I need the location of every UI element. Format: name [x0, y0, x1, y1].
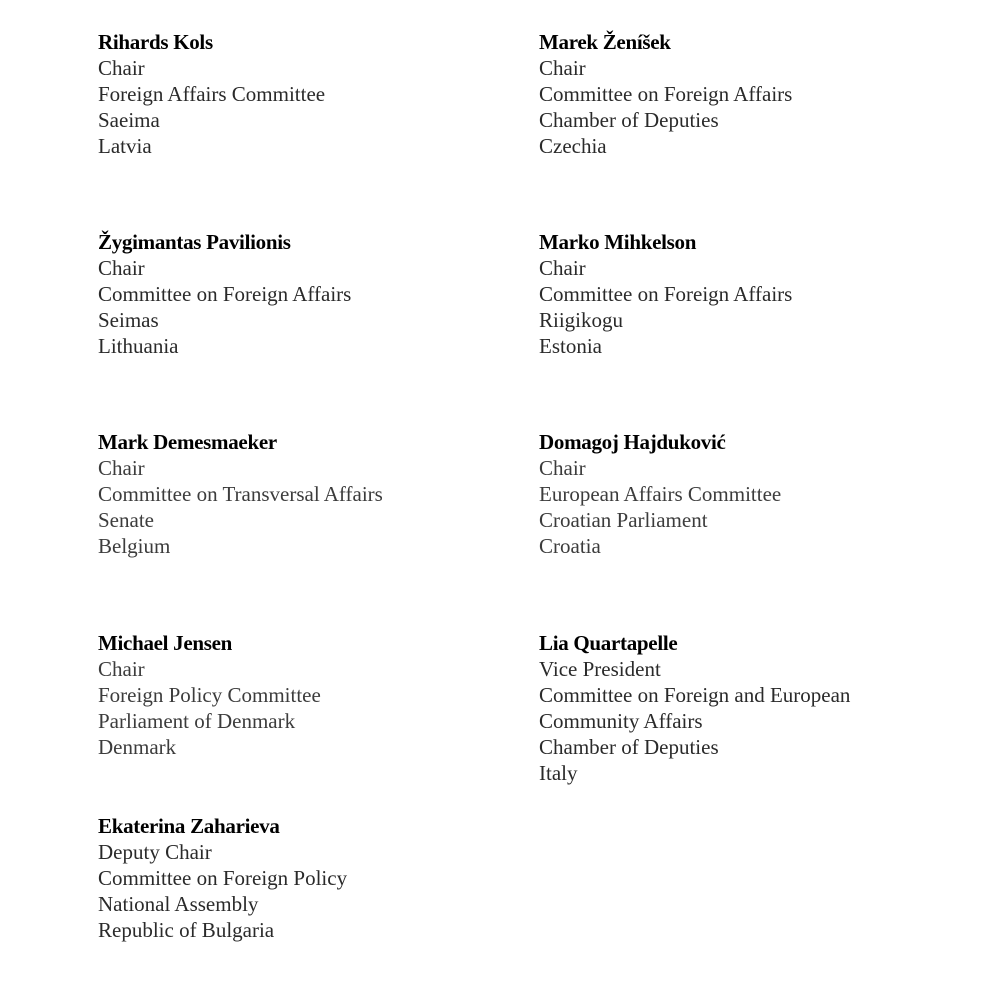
signatory-name: Michael Jensen	[98, 631, 233, 655]
signatory-block-jensen	[98, 630, 518, 760]
signatory-committee: European Affairs Committee	[539, 482, 782, 506]
signatory-name: Ekaterina Zaharieva	[98, 814, 280, 838]
signatory-name: Marko Mihkelson	[539, 230, 697, 254]
signatory-role: Chair	[539, 256, 586, 280]
signatory-block-zenisek	[539, 29, 959, 159]
signatory-committee: Committee on Foreign Affairs	[539, 82, 793, 106]
signatory-parliament: Chamber of Deputies	[539, 108, 719, 132]
signatory-block-quartapelle	[539, 630, 959, 786]
signatory-committee: Committee on Foreign and European	[539, 683, 851, 707]
signatory-role: Deputy Chair	[98, 840, 212, 864]
signatory-block-zaharieva	[98, 813, 518, 943]
signatory-parliament: Riigikogu	[539, 308, 624, 332]
signatory-block-hajdukovic	[539, 429, 959, 559]
signatory-country: Denmark	[98, 735, 177, 759]
signatory-country: Lithuania	[98, 334, 179, 358]
signatory-country: Republic of Bulgaria	[98, 918, 275, 942]
signatory-name: Domagoj Hajduković	[539, 430, 726, 454]
signatory-role: Chair	[539, 56, 586, 80]
signatory-name: Marek Ženíšek	[539, 30, 671, 54]
signatory-name: Mark Demesmaeker	[98, 430, 277, 454]
signatory-committee: Foreign Policy Committee	[98, 683, 321, 707]
signatory-committee-continued: Community Affairs	[539, 709, 703, 733]
signatory-parliament: Senate	[98, 508, 154, 532]
signatory-committee: Committee on Transversal Affairs	[98, 482, 383, 506]
signatory-role: Chair	[98, 657, 145, 681]
signatory-country: Belgium	[98, 534, 171, 558]
signatory-role: Chair	[98, 56, 145, 80]
signatory-block-demesmaeker	[98, 429, 518, 559]
signatory-role: Chair	[539, 456, 586, 480]
signatory-country: Czechia	[539, 134, 607, 158]
signatory-committee: Committee on Foreign Affairs	[98, 282, 352, 306]
signatory-parliament: Seimas	[98, 308, 159, 332]
signatory-country: Estonia	[539, 334, 602, 358]
signatory-role: Vice President	[539, 657, 661, 681]
signatory-parliament: Croatian Parliament	[539, 508, 708, 532]
signatory-parliament: Saeima	[98, 108, 160, 132]
signatory-committee: Committee on Foreign Policy	[98, 866, 348, 890]
signatory-block-kols	[98, 29, 518, 159]
signatory-country: Latvia	[98, 134, 152, 158]
signatory-name: Žygimantas Pavilionis	[98, 230, 291, 254]
signatory-parliament: National Assembly	[98, 892, 259, 916]
signatory-committee: Foreign Affairs Committee	[98, 82, 326, 106]
signatory-committee: Committee on Foreign Affairs	[539, 282, 793, 306]
signatory-parliament: Parliament of Denmark	[98, 709, 296, 733]
signatory-role: Chair	[98, 256, 145, 280]
signatory-block-mihkelson	[539, 229, 959, 359]
signatory-name: Rihards Kols	[98, 30, 213, 54]
signatory-role: Chair	[98, 456, 145, 480]
signatory-name: Lia Quartapelle	[539, 631, 678, 655]
signatory-country: Italy	[539, 761, 578, 785]
signatory-country: Croatia	[539, 534, 601, 558]
signatory-parliament: Chamber of Deputies	[539, 735, 719, 759]
signatory-block-pavilionis	[98, 229, 518, 359]
